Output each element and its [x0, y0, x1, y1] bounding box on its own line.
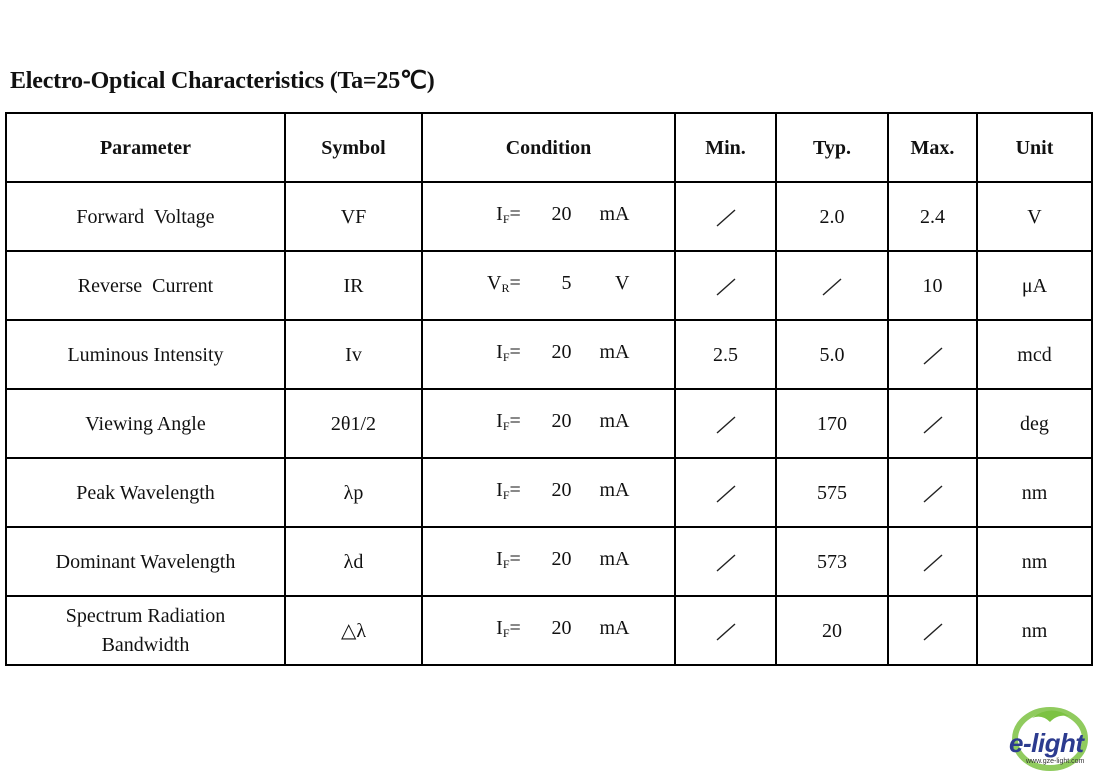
cell-typ: 575 — [776, 458, 888, 527]
condition-equals: = — [509, 203, 521, 225]
logo-text: e-light — [1009, 728, 1084, 758]
characteristics-table — [5, 112, 1093, 666]
cell-typ: 5.0 — [776, 320, 888, 389]
condition-unit: mA — [599, 203, 630, 225]
cell-unit: mcd — [977, 320, 1092, 389]
not-applicable-slash — [713, 552, 739, 574]
cell-min: 2.5 — [675, 320, 776, 389]
condition-unit: mA — [599, 479, 630, 501]
header-max: Max. — [888, 113, 977, 182]
not-applicable-slash — [713, 621, 739, 643]
cell-symbol: λp — [285, 458, 422, 527]
condition-value: 20 — [551, 203, 572, 225]
not-applicable-slash — [713, 414, 739, 436]
cell-symbol: VF — [285, 182, 422, 251]
cell-condition — [422, 527, 675, 596]
cell-unit: μA — [977, 251, 1092, 320]
condition-equals: = — [509, 548, 521, 570]
cell-min — [675, 527, 776, 596]
condition-variable: I — [496, 410, 503, 432]
cell-parameter — [6, 596, 285, 665]
not-applicable-slash — [713, 276, 739, 298]
table-row — [6, 251, 1092, 320]
not-applicable-slash — [920, 552, 946, 574]
not-applicable-slash — [713, 207, 739, 229]
header-unit: Unit — [977, 113, 1092, 182]
cell-max — [888, 527, 977, 596]
not-applicable-slash — [920, 414, 946, 436]
condition-variable: I — [496, 479, 503, 501]
not-applicable-slash — [713, 483, 739, 505]
cell-unit: deg — [977, 389, 1092, 458]
cell-max: 10 — [888, 251, 977, 320]
condition-value: 5 — [561, 272, 572, 294]
condition-subscript: R — [501, 281, 510, 295]
condition-variable: V — [487, 272, 502, 294]
cell-condition — [422, 182, 675, 251]
condition-unit: V — [615, 272, 630, 294]
condition-subscript: F — [502, 419, 510, 433]
condition-subscript: F — [502, 557, 510, 571]
cell-condition — [422, 389, 675, 458]
header-min: Min. — [675, 113, 776, 182]
cell-condition — [422, 458, 675, 527]
cell-unit: nm — [977, 527, 1092, 596]
table-row — [6, 389, 1092, 458]
cell-typ: 2.0 — [776, 182, 888, 251]
cell-condition — [422, 596, 675, 665]
cell-typ: 573 — [776, 527, 888, 596]
condition-variable: I — [496, 341, 503, 363]
not-applicable-slash — [920, 483, 946, 505]
condition-value: 20 — [551, 548, 572, 570]
page-title: Electro-Optical Characteristics (Ta=25℃) — [10, 68, 435, 94]
not-applicable-slash — [920, 621, 946, 643]
cell-max — [888, 389, 977, 458]
condition-variable: I — [496, 203, 503, 225]
condition-unit: mA — [599, 617, 630, 639]
table-row — [6, 596, 1092, 665]
logo-url: www.gze-light.com — [1026, 758, 1085, 765]
condition-variable: I — [496, 548, 503, 570]
cell-unit: nm — [977, 458, 1092, 527]
condition-unit: mA — [599, 548, 630, 570]
cell-symbol: 2θ1/2 — [285, 389, 422, 458]
condition-subscript: F — [502, 626, 510, 640]
cell-parameter: Reverse Current — [6, 251, 285, 320]
table-row — [6, 458, 1092, 527]
cell-min — [675, 596, 776, 665]
cell-min — [675, 389, 776, 458]
cell-symbol: △λ — [285, 596, 422, 665]
header-parameter: Parameter — [6, 113, 285, 182]
condition-unit: mA — [599, 341, 630, 363]
condition-equals: = — [509, 479, 521, 501]
not-applicable-slash — [819, 276, 845, 298]
cell-max — [888, 320, 977, 389]
cell-symbol: λd — [285, 527, 422, 596]
cell-min — [675, 251, 776, 320]
header-typ: Typ. — [776, 113, 888, 182]
cell-min — [675, 182, 776, 251]
condition-equals: = — [509, 410, 521, 432]
cell-parameter: Luminous Intensity — [6, 320, 285, 389]
cell-parameter: Viewing Angle — [6, 389, 285, 458]
condition-subscript: F — [502, 488, 510, 502]
cell-typ: 170 — [776, 389, 888, 458]
cell-unit: nm — [977, 596, 1092, 665]
condition-equals: = — [509, 341, 521, 363]
condition-variable: I — [496, 617, 503, 639]
parameter-line-1: Spectrum Radiation — [65, 604, 226, 627]
condition-value: 20 — [551, 617, 572, 639]
condition-value: 20 — [551, 410, 572, 432]
table-row — [6, 527, 1092, 596]
cell-parameter: Peak Wavelength — [6, 458, 285, 527]
parameter-line-2: Bandwidth — [101, 633, 190, 656]
cell-typ: 20 — [776, 596, 888, 665]
table-row — [6, 182, 1092, 251]
cell-max — [888, 596, 977, 665]
condition-subscript: F — [502, 212, 510, 226]
cell-parameter: Dominant Wavelength — [6, 527, 285, 596]
condition-value: 20 — [551, 341, 572, 363]
cell-min — [675, 458, 776, 527]
header-symbol: Symbol — [285, 113, 422, 182]
cell-symbol: IR — [285, 251, 422, 320]
condition-unit: mA — [599, 410, 630, 432]
condition-value: 20 — [551, 479, 572, 501]
cell-unit: V — [977, 182, 1092, 251]
cell-symbol: Iv — [285, 320, 422, 389]
table-header-row — [6, 113, 1092, 182]
cell-max: 2.4 — [888, 182, 977, 251]
condition-equals: = — [509, 617, 521, 639]
cell-typ — [776, 251, 888, 320]
cell-parameter: Forward Voltage — [6, 182, 285, 251]
condition-equals: = — [509, 272, 521, 294]
not-applicable-slash — [920, 345, 946, 367]
table-row — [6, 320, 1092, 389]
cell-max — [888, 458, 977, 527]
cell-condition — [422, 251, 675, 320]
cell-condition — [422, 320, 675, 389]
header-condition: Condition — [422, 113, 675, 182]
condition-subscript: F — [502, 350, 510, 364]
